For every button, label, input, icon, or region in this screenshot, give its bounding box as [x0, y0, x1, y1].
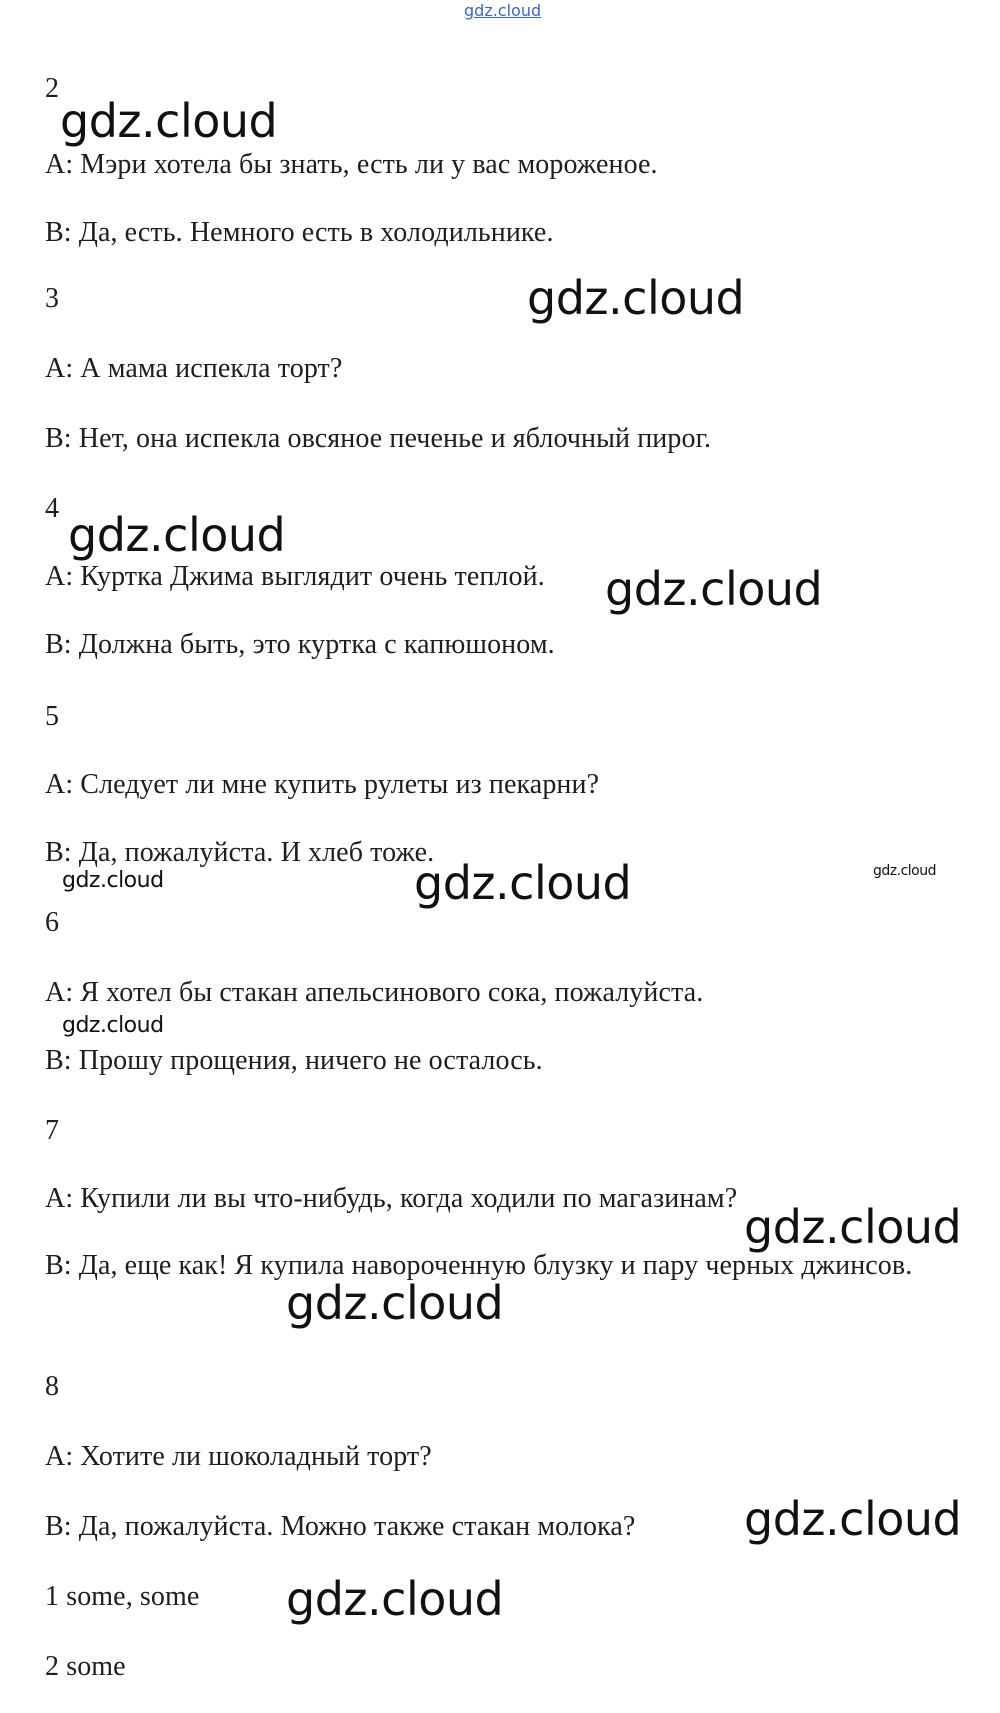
watermark: gdz.cloud — [68, 508, 286, 562]
watermark: gdz.cloud — [60, 94, 278, 148]
dialog-line-a: A: Куртка Джима выглядит очень теплой. — [45, 561, 545, 592]
dialog-line-a: A: Следует ли мне купить рулеты из пекарни? — [45, 769, 600, 800]
dialog-line-b: B: Да, еще как! Я купила навороченную блузку и пару черных джинсов. — [45, 1250, 913, 1281]
item-number: 3 — [45, 283, 60, 314]
watermark: gdz.cloud — [744, 1492, 962, 1546]
watermark: gdz.cloud — [286, 1572, 504, 1626]
watermark: gdz.cloud — [873, 863, 936, 879]
dialog-line-a: A: Я хотел бы стакан апельсинового сока, пожалуйста. — [45, 977, 704, 1008]
watermark: gdz.cloud — [744, 1200, 962, 1254]
dialog-line-b: B: Должна быть, это куртка с капюшоном. — [45, 629, 555, 660]
item-number: 4 — [45, 493, 60, 524]
dialog-line-b: B: Прошу прощения, ничего не осталось. — [45, 1045, 543, 1076]
dialog-line-b: B: Да, пожалуйста. Можно также стакан молока? — [45, 1511, 636, 1542]
dialog-line-a: A: Купили ли вы что-нибудь, когда ходили по магазинам? — [45, 1183, 738, 1214]
answer-line: 1 some, some — [45, 1581, 200, 1612]
watermark: gdz.cloud — [605, 562, 823, 616]
item-number: 5 — [45, 701, 60, 732]
item-number: 2 — [45, 73, 60, 104]
item-number: 8 — [45, 1371, 60, 1402]
answer-line: 2 some — [45, 1651, 126, 1682]
item-number: 6 — [45, 907, 60, 938]
item-number: 7 — [45, 1115, 60, 1146]
watermark: gdz.cloud — [62, 868, 164, 893]
dialog-line-b: B: Да, пожалуйста. И хлеб тоже. — [45, 837, 435, 868]
watermark: gdz.cloud — [414, 856, 632, 910]
watermark: gdz.cloud — [527, 271, 745, 325]
watermark: gdz.cloud — [62, 1013, 164, 1038]
header-watermark-link[interactable]: gdz.cloud — [464, 1, 542, 20]
dialog-line-b: B: Нет, она испекла овсяное печенье и яблочный пирог. — [45, 423, 712, 454]
dialog-line-a: A: А мама испекла торт? — [45, 353, 343, 384]
dialog-line-a: A: Хотите ли шоколадный торт? — [45, 1441, 432, 1472]
watermark: gdz.cloud — [286, 1276, 504, 1330]
dialog-line-a: A: Мэри хотела бы знать, есть ли у вас мороженое. — [45, 149, 658, 180]
dialog-line-b: B: Да, есть. Немного есть в холодильнике. — [45, 217, 554, 248]
